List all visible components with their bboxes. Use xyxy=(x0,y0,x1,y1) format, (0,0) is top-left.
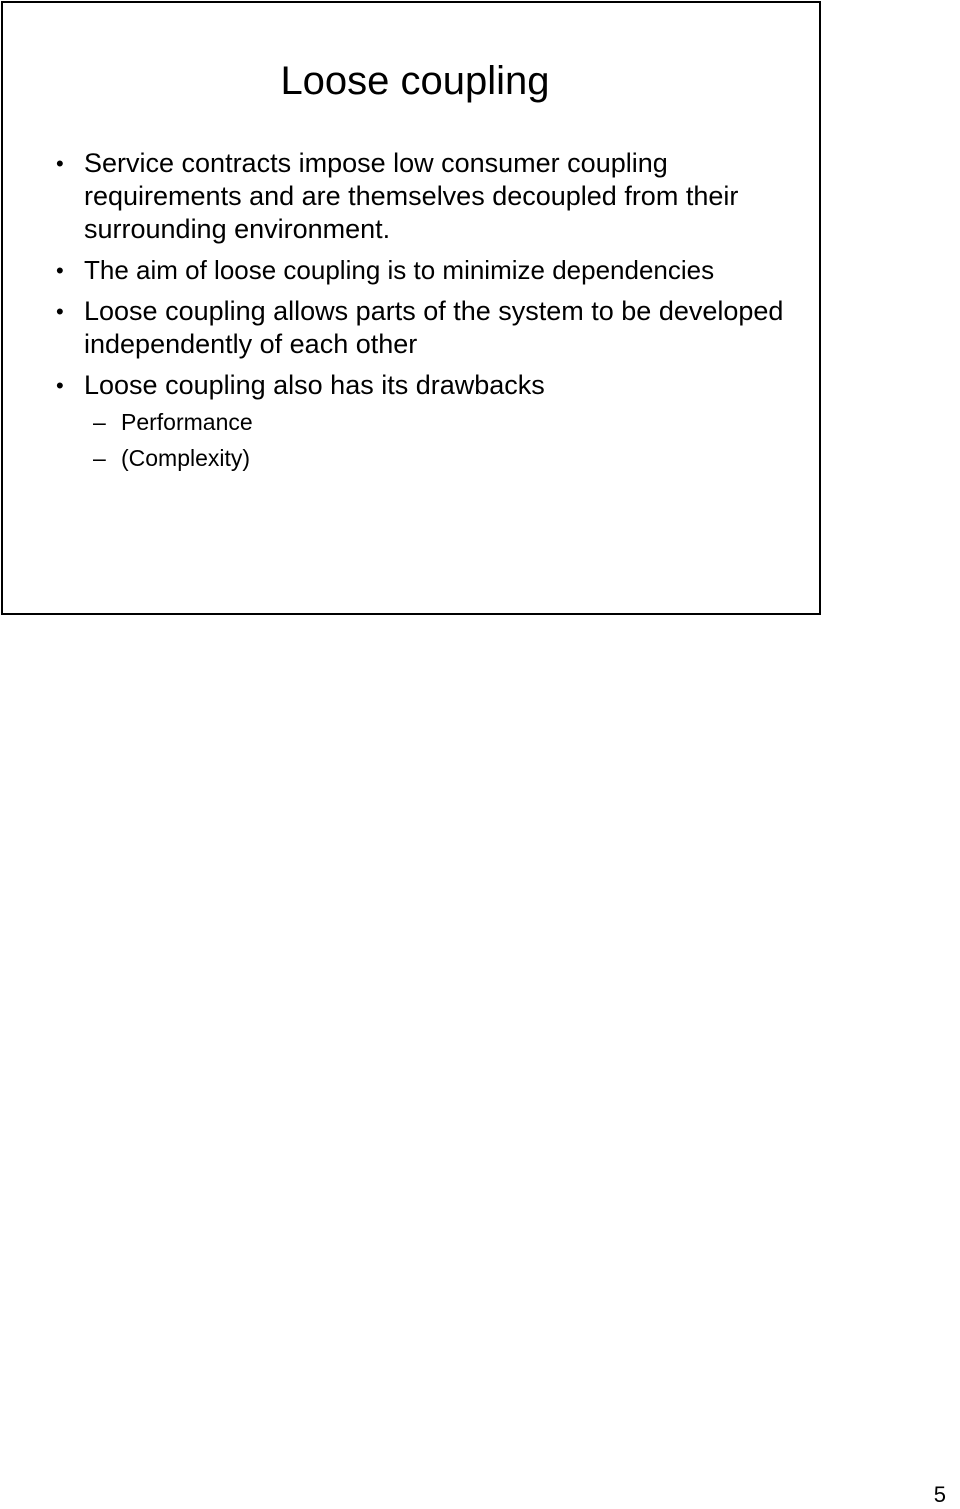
bullet-item xyxy=(51,295,791,361)
bullet-text: Loose coupling allows parts of the system to be developed independently of each other xyxy=(84,296,784,359)
bullet-item xyxy=(51,369,791,476)
bullet-marker: • xyxy=(56,258,64,283)
bullet-item xyxy=(51,254,791,287)
bullet-marker: • xyxy=(56,151,64,176)
sub-bullet-item xyxy=(51,440,791,476)
bullet-list xyxy=(51,147,791,484)
bullet-text: Loose coupling also has its drawbacks xyxy=(84,370,545,400)
bullet-marker: • xyxy=(56,373,64,398)
dash-marker: – xyxy=(93,409,106,435)
sub-bullet-item xyxy=(51,404,791,440)
bullet-text: The aim of loose coupling is to minimize dependencies xyxy=(84,255,715,285)
slide-frame xyxy=(1,1,821,615)
sub-bullet-list xyxy=(51,404,791,476)
bullet-text: Service contracts impose low consumer coupling requirements and are themselves decoupled from their surrounding environment. xyxy=(84,148,739,244)
bullet-marker: • xyxy=(56,299,64,324)
page-number: 5 xyxy=(933,1482,946,1507)
slide-title: Loose coupling xyxy=(280,59,550,103)
sub-bullet-text: Performance xyxy=(121,409,253,435)
bullet-item xyxy=(51,147,791,246)
sub-bullet-text: (Complexity) xyxy=(121,445,251,471)
dash-marker: – xyxy=(93,445,106,471)
